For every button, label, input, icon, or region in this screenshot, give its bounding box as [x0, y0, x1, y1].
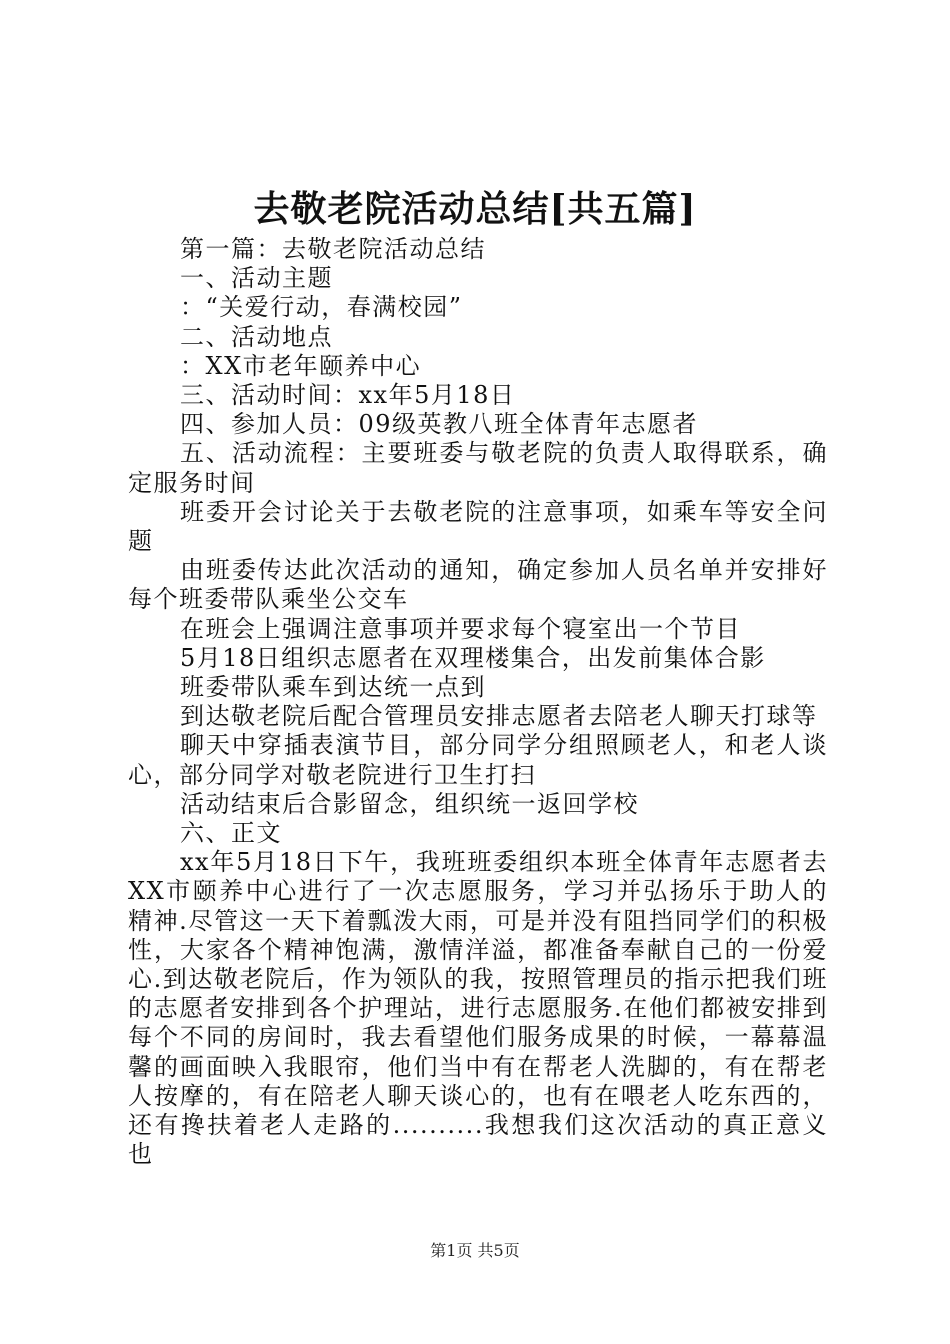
- paragraph: 六、正文: [180, 819, 282, 848]
- paragraph: 在班会上强调注意事项并要求每个寝室出一个节目: [180, 614, 741, 643]
- paragraph: 聊天中穿插表演节目，部分同学分组照顾老人，和老人谈心，部分同学对敬老院进行卫生打扫: [128, 731, 828, 789]
- page-footer: 第1页 共5页: [430, 1241, 520, 1260]
- document-body: [128, 235, 828, 1170]
- paragraph: ：“关爱行动，春满校园”: [180, 293, 463, 322]
- paragraph: 活动结束后合影留念，组织统一返回学校: [180, 789, 639, 818]
- paragraph: 班委带队乘车到达统一点到: [180, 673, 486, 702]
- paragraph: 一、活动主题: [180, 264, 333, 293]
- paragraph: ：XX市老年颐养中心: [180, 351, 422, 380]
- paragraph: 班委开会讨论关于去敬老院的注意事项，如乘车等安全问题: [128, 497, 828, 556]
- paragraph: xx年5月18日下午，我班班委组织本班全体青年志愿者去XX市颐养中心进行了一次志愿服务，学习并弘扬乐于助人的精神.尽管这一天下着瓢泼大雨，可是并没有阻挡同学们的积极性，大家各个精神饱满，激情洋溢，都准备奉献自己的一份爱心.到达敬老院后，作为领队的我，按照管理员的指示把我们班的志愿者安排到各个护理站，进行志愿服务.在他们都被安排到每个不同的房间时，我去看望他们服务成果的时候，一幕幕温馨的画面映入我眼帘，他们当中有在帮老人洗脚的，有在帮老人按摩的，有在陪老人聊天谈心的，也有在喂老人吃东西的，还有搀扶着老人走路的..........我想我们这次活动的真正意义也: [128, 848, 828, 1169]
- paragraph: 到达敬老院后配合管理员安排志愿者去陪老人聊天打球等: [180, 702, 818, 731]
- paragraph: 5月18日组织志愿者在双理楼集合，出发前集体合影: [180, 643, 766, 672]
- paragraph: 第一篇：去敬老院活动总结: [180, 235, 486, 263]
- paragraph: 五、活动流程：主要班委与敬老院的负责人取得联系，确定服务时间: [128, 439, 828, 497]
- paragraph: 由班委传达此次活动的通知，确定参加人员名单并安排好每个班委带队乘坐公交车: [128, 556, 828, 614]
- paragraph: 四、参加人员：09级英教八班全体青年志愿者: [180, 410, 699, 439]
- paragraph: 三、活动时间：xx年5月18日: [180, 381, 516, 410]
- document-title: 去敬老院活动总结[共五篇]: [253, 188, 697, 230]
- paragraph: 二、活动地点: [180, 322, 333, 351]
